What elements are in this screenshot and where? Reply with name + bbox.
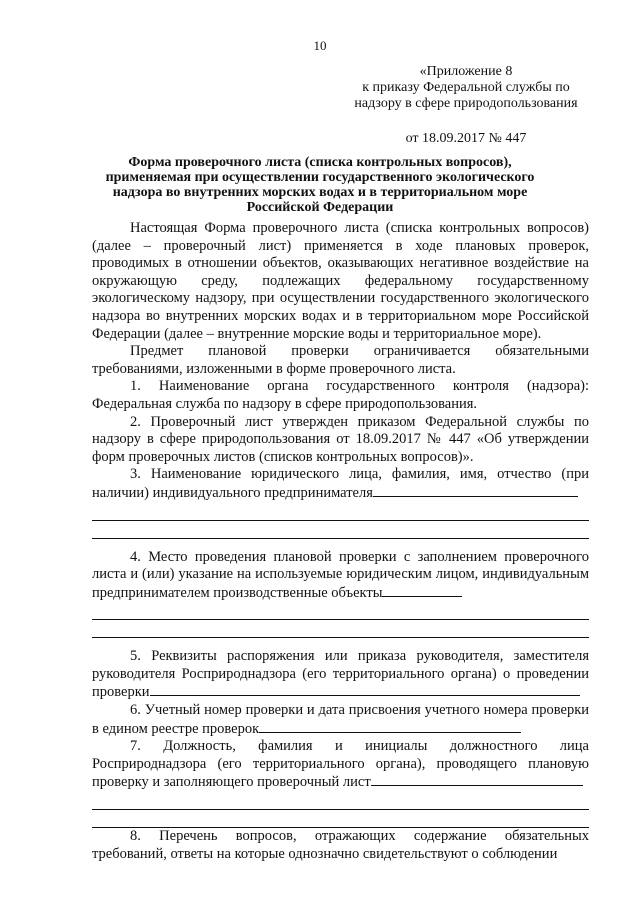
title-line-2: применяемая при осуществлении государственного экологического (105, 170, 535, 185)
blank-line[interactable] (92, 521, 589, 539)
item-5 (92, 648, 589, 702)
subject-paragraph: Предмет плановой проверки ограничивается обязательными требованиями, изложенными в форме проверочного листа. (92, 343, 589, 377)
page-number: 10 (313, 38, 327, 53)
item-1: 1. Наименование органа государственного контроля (надзора): Федеральная служба по надзору в сфере природопользования. (92, 378, 589, 412)
item-8: 8. Перечень вопросов, отражающих содержание обязательных требований, ответы на которые однозначно свидетельствуют о соблюдении (92, 828, 589, 862)
appendix-line-1: «Приложение 8 (419, 64, 513, 79)
blank-line[interactable] (92, 503, 589, 521)
appendix-date: от 18.09.2017 № 447 (405, 131, 527, 146)
form-title (100, 155, 540, 215)
item-4-text: 4. Место проведения плановой проверки с заполнением проверочного листа и (или) указание на используемые юридическим лицом, индивидуальным предпринимателем производственные объекты (92, 548, 589, 601)
intro-paragraph: Настоящая Форма проверочного листа (списка контрольных вопросов) (далее – проверочный лист) применяется в ходе плановых проверок, проводимых в отношении объектов, оказывающих негативное воздействие на окружающую среду, подлежащих федеральному государственному экологическому надзору, при осуществлении государственного экологического надзора во внутренних морских водах и в территориальном море Российской Федерации (далее – внутренние морские воды и территориальное море). (92, 220, 589, 342)
appendix-header (336, 64, 596, 147)
item-6-fill-line[interactable] (259, 720, 521, 733)
blank-line[interactable] (92, 620, 589, 638)
item-3-fill-line[interactable] (373, 484, 578, 497)
document-body (92, 220, 589, 863)
title-line-4: Российской Федерации (246, 200, 394, 215)
item-7 (92, 738, 589, 792)
blank-line[interactable] (92, 792, 589, 810)
appendix-line-2: к приказу Федеральной службы по (362, 80, 570, 95)
item-2: 2. Проверочный лист утвержден приказом Федеральной службы по надзору в сфере природопользования от 18.09.2017 № 447 «Об утверждении форм проверочных листов (списков контрольных вопросов)». (92, 413, 589, 465)
title-line-1: Форма проверочного листа (списка контрольных вопросов), (128, 155, 512, 170)
item-3-text: 3. Наименование юридического лица, фамилия, имя, отчество (при наличии) индивидуального предпринимателя (92, 466, 589, 501)
item-4-fill-line[interactable] (382, 584, 462, 597)
title-line-3: надзора во внутренних морских водах и в территориальном море (112, 185, 528, 200)
blank-line[interactable] (92, 602, 589, 620)
item-7-fill-line[interactable] (371, 773, 583, 786)
item-3 (92, 466, 589, 502)
item-5-text: 5. Реквизиты распоряжения или приказа руководителя, заместителя руководителя Росприроднадзора (его территориального органа) о проведении проверки (92, 648, 589, 701)
appendix-line-3: надзору в сфере природопользования (354, 96, 578, 111)
item-7-text: 7. Должность, фамилия и инициалы должностного лица Росприроднадзора (его территориального органа), проводящего плановую проверку и заполняющего проверочный лист (92, 738, 589, 791)
blank-line[interactable] (92, 810, 589, 828)
item-4 (92, 549, 589, 603)
item-5-fill-line[interactable] (150, 683, 580, 696)
item-6-text: 6. Учетный номер проверки и дата присвоения учетного номера проверки в едином реестре проверок (92, 702, 589, 737)
item-6 (92, 702, 589, 738)
